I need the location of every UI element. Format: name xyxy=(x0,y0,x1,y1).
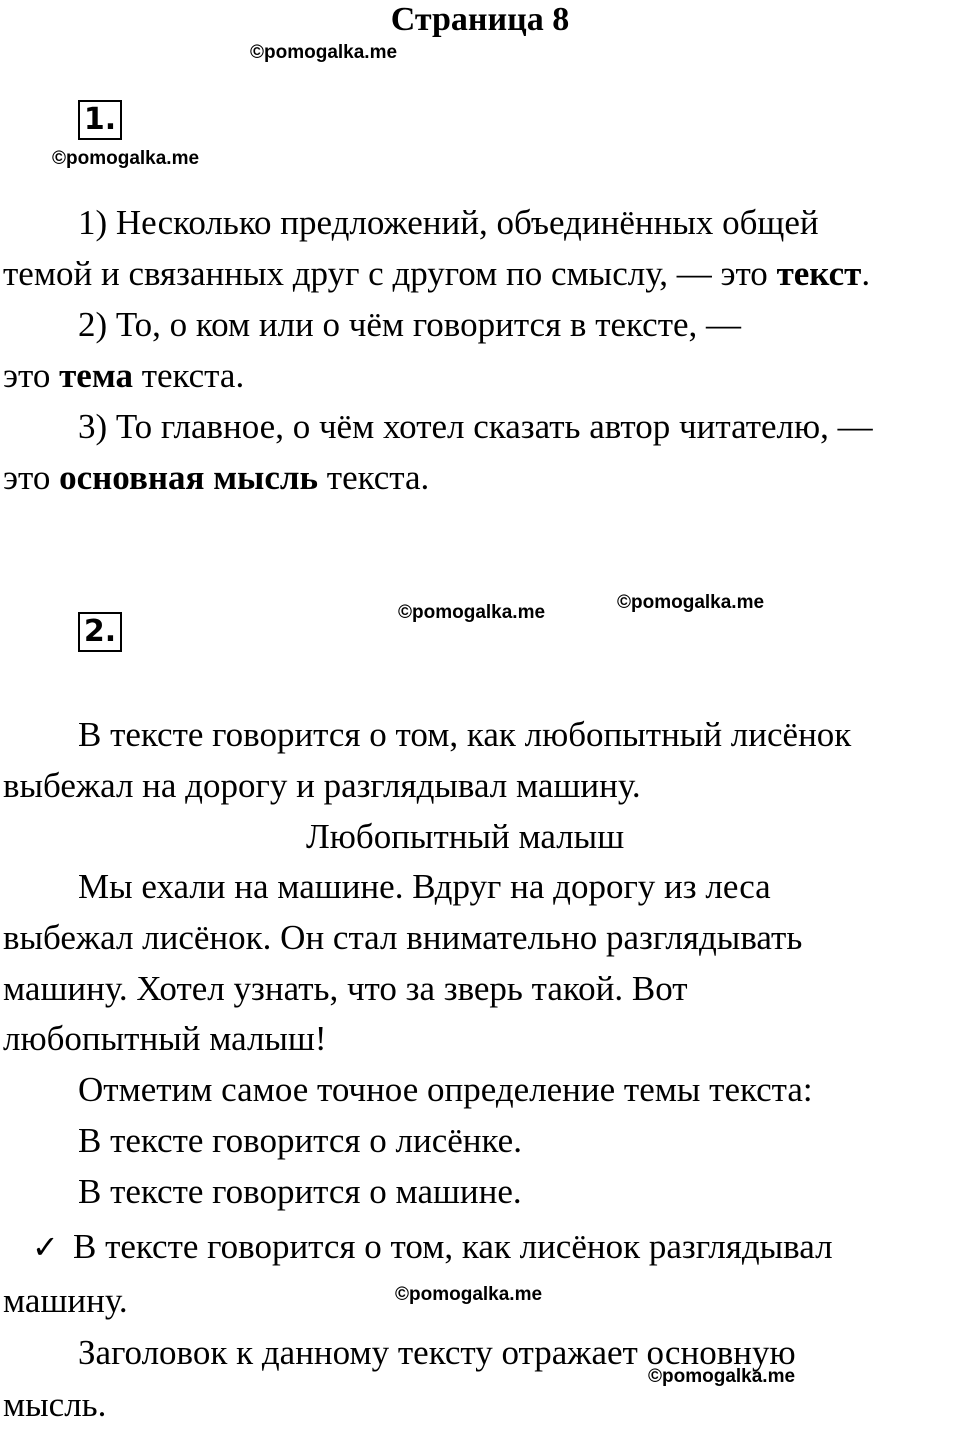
task1-line-2: темой и связанных друг с другом по смыслу, — это текст. xyxy=(3,254,871,293)
term-theme: тема xyxy=(59,356,133,395)
watermark: ©pomogalka.me xyxy=(617,592,765,613)
story-title: Любопытный малыш xyxy=(306,817,625,856)
watermark: ©pomogalka.me xyxy=(52,148,200,169)
story-line-3: машину. Хотел узнать, что за зверь такой. Вот xyxy=(3,969,688,1008)
page-title: Страница 8 xyxy=(390,1,570,38)
option-1: В тексте говорится о лисёнке. xyxy=(78,1121,522,1160)
task-number-2: 2. xyxy=(78,612,122,652)
watermark: ©pomogalka.me xyxy=(395,1284,543,1305)
task2-intro-line-2: выбежал на дорогу и разглядывал машину. xyxy=(3,766,641,805)
task1-line-5: 3) То главное, о чём хотел сказать автор читателю, — xyxy=(78,407,873,446)
story-line-4: любопытный малыш! xyxy=(3,1019,327,1058)
watermark: ©pomogalka.me xyxy=(648,1366,796,1387)
term-main-idea: основная мысль xyxy=(59,458,319,497)
task1-line-3: 2) То, о ком или о чём говорится в тексте, — xyxy=(78,305,742,344)
check-mark-icon: ✓ xyxy=(32,1228,59,1266)
conclusion-line-2: мысль. xyxy=(3,1385,107,1424)
task2-intro-line-1: В тексте говорится о том, как любопытный лисёнок xyxy=(78,715,852,754)
story-line-1: Мы ехали на машине. Вдруг на дорогу из леса xyxy=(78,867,771,906)
conclusion-line-1: Заголовок к данному тексту отражает основную xyxy=(78,1333,796,1372)
task1-line-6: это основная мысль текста. xyxy=(3,458,430,497)
question-line: Отметим самое точное определение темы текста: xyxy=(78,1070,813,1109)
task-number-1: 1. xyxy=(78,100,122,140)
watermark: ©pomogalka.me xyxy=(250,42,398,63)
task1-line-4: это тема текста. xyxy=(3,356,245,395)
story-line-2: выбежал лисёнок. Он стал внимательно разглядывать xyxy=(3,918,803,957)
watermark: ©pomogalka.me xyxy=(398,602,546,623)
option-3: В тексте говорится о том, как лисёнок разглядывал xyxy=(73,1227,833,1266)
task1-line-1: 1) Несколько предложений, объединённых общей xyxy=(78,203,819,242)
option-2: В тексте говорится о машине. xyxy=(78,1172,522,1211)
term-text: текст xyxy=(776,254,862,293)
option-3-continuation: машину. xyxy=(3,1281,128,1320)
